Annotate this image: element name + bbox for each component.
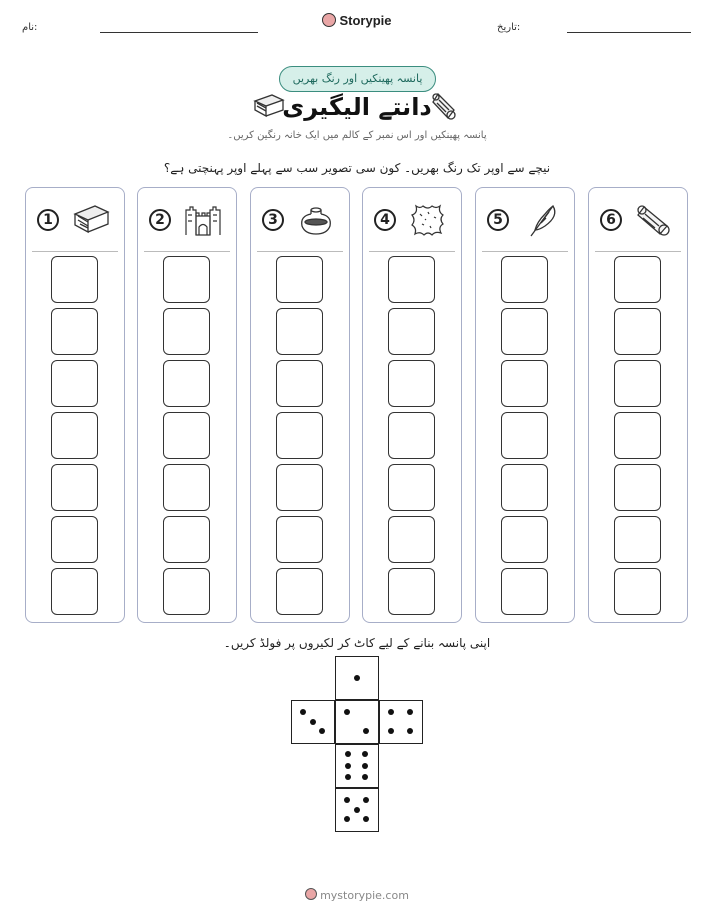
color-box[interactable]: [501, 308, 548, 355]
die-pip: [345, 751, 351, 757]
color-box[interactable]: [388, 516, 435, 563]
instruction-text: نیچے سے اوپر تک رنگ بھریں۔ کون سی تصویر سب سے پہلے اوپر پہنچتی ہے؟: [163, 161, 551, 175]
die-pip: [344, 816, 350, 822]
color-box[interactable]: [163, 308, 210, 355]
race-column-1: [25, 187, 125, 623]
column-number: 2: [149, 209, 171, 231]
die-pip: [344, 709, 350, 715]
color-box[interactable]: [614, 464, 661, 511]
color-box[interactable]: [51, 412, 98, 459]
parchment-icon: [408, 202, 448, 238]
color-box[interactable]: [51, 568, 98, 615]
color-box[interactable]: [614, 412, 661, 459]
color-box[interactable]: [51, 256, 98, 303]
die-pip: [362, 763, 368, 769]
name-line[interactable]: [100, 32, 258, 33]
page-subtitle: پانسہ پھینکیں اور اس نمبر کے کالم میں ایک خانہ رنگین کریں۔: [227, 130, 487, 141]
color-box[interactable]: [501, 464, 548, 511]
color-box[interactable]: [614, 516, 661, 563]
column-divider: [369, 251, 455, 252]
page-title: دانتے الیگیری: [282, 93, 432, 121]
bear-icon: [322, 13, 336, 27]
column-divider: [595, 251, 681, 252]
column-divider: [482, 251, 568, 252]
color-box[interactable]: [163, 568, 210, 615]
color-box[interactable]: [163, 360, 210, 407]
color-box[interactable]: [501, 516, 548, 563]
color-box[interactable]: [501, 568, 548, 615]
bear-icon: [305, 888, 317, 900]
color-box[interactable]: [501, 360, 548, 407]
die-pip: [310, 719, 316, 725]
color-box[interactable]: [614, 568, 661, 615]
color-box[interactable]: [276, 516, 323, 563]
color-box[interactable]: [276, 412, 323, 459]
color-box[interactable]: [276, 568, 323, 615]
die-pip: [344, 797, 350, 803]
die-pip: [363, 728, 369, 734]
color-box[interactable]: [51, 464, 98, 511]
brand-text: Storypie: [339, 13, 392, 28]
race-column-3: [250, 187, 350, 623]
race-column-2: [137, 187, 237, 623]
die-pip: [354, 807, 360, 813]
footer-url: mystorypie.com: [320, 889, 409, 902]
color-box[interactable]: [163, 464, 210, 511]
color-box[interactable]: [388, 308, 435, 355]
die-pip: [362, 774, 368, 780]
color-box[interactable]: [388, 360, 435, 407]
color-box[interactable]: [388, 464, 435, 511]
column-divider: [257, 251, 343, 252]
column-number: 1: [37, 209, 59, 231]
die-face-2: [335, 700, 379, 744]
die-face-1: [335, 656, 379, 700]
die-pip: [354, 675, 360, 681]
column-divider: [144, 251, 230, 252]
die-face-3: [291, 700, 335, 744]
race-column-4: [362, 187, 462, 623]
column-divider: [32, 251, 118, 252]
color-box[interactable]: [163, 412, 210, 459]
column-number: 6: [600, 209, 622, 231]
color-box[interactable]: [163, 516, 210, 563]
die-pip: [363, 797, 369, 803]
die-pip: [300, 709, 306, 715]
color-box[interactable]: [501, 412, 548, 459]
color-box[interactable]: [276, 464, 323, 511]
activity-tag: پانسہ پھینکیں اور رنگ بھریں: [279, 66, 436, 92]
color-box[interactable]: [51, 360, 98, 407]
book-icon: [71, 202, 111, 238]
castle-icon: [183, 202, 223, 238]
date-label: تاریخ:: [497, 22, 521, 33]
color-box[interactable]: [614, 256, 661, 303]
die-pip: [345, 774, 351, 780]
die-pip: [407, 709, 413, 715]
die-pip: [362, 751, 368, 757]
column-number: 3: [262, 209, 284, 231]
die-pip: [319, 728, 325, 734]
color-box[interactable]: [614, 308, 661, 355]
die-face-6: [335, 744, 379, 788]
die-pip: [388, 709, 394, 715]
color-box[interactable]: [388, 412, 435, 459]
die-pip: [363, 816, 369, 822]
name-label: نام:: [22, 22, 38, 33]
race-column-5: [475, 187, 575, 623]
color-box[interactable]: [51, 516, 98, 563]
color-box[interactable]: [163, 256, 210, 303]
die-pip: [388, 728, 394, 734]
fold-instruction: اپنی پانسہ بنانے کے لیے کاٹ کر لکیروں پر فولڈ کریں۔: [223, 636, 491, 650]
die-pip: [345, 763, 351, 769]
color-box[interactable]: [501, 256, 548, 303]
color-box[interactable]: [276, 360, 323, 407]
column-number: 5: [487, 209, 509, 231]
color-box[interactable]: [388, 568, 435, 615]
date-line[interactable]: [567, 32, 691, 33]
die-pip: [407, 728, 413, 734]
die-face-5: [335, 788, 379, 832]
inkwell-icon: [296, 202, 336, 238]
color-box[interactable]: [276, 256, 323, 303]
color-box[interactable]: [276, 308, 323, 355]
brand-logo: [0, 13, 714, 28]
color-box[interactable]: [51, 308, 98, 355]
quill-icon: [521, 202, 561, 238]
scroll-icon: [634, 202, 674, 238]
scroll-icon: [430, 90, 460, 124]
footer: [0, 888, 714, 902]
race-column-6: [588, 187, 688, 623]
color-box[interactable]: [388, 256, 435, 303]
color-box[interactable]: [614, 360, 661, 407]
die-face-4: [379, 700, 423, 744]
column-number: 4: [374, 209, 396, 231]
